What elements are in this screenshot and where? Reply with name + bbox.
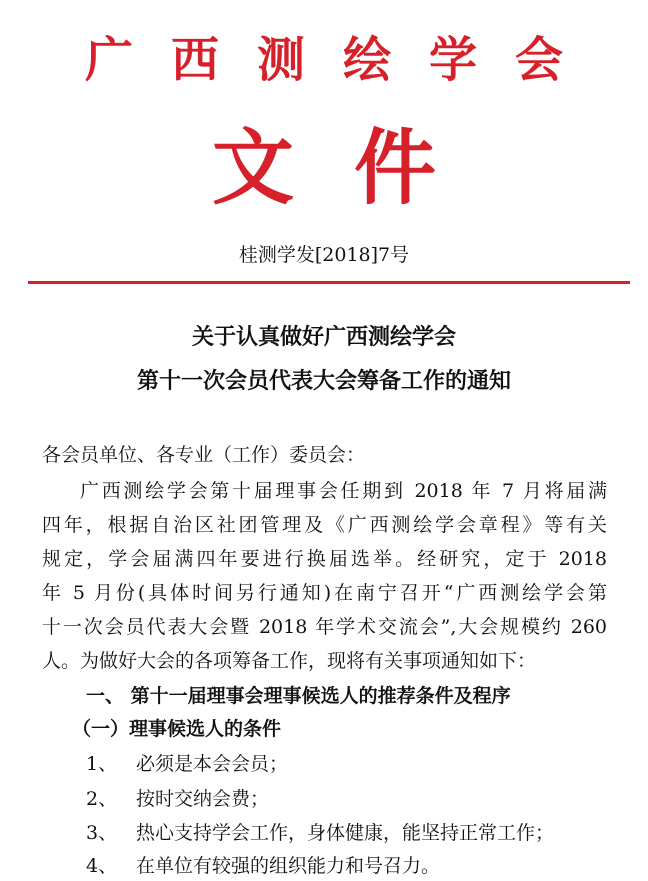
paragraph-line: 十一次会员代表大会暨 2018 年学术交流会”,大会规模约 260 [42, 616, 607, 638]
condition-text: 在单位有较强的组织能力和号召力。 [136, 855, 441, 877]
condition-number: 3、 [86, 822, 118, 844]
red-divider-line [28, 281, 630, 284]
condition-item [86, 784, 648, 814]
paragraph-line: 四年，根据自治区社团管理及《广西测绘学会章程》等有关 [42, 514, 607, 536]
subsection-heading: （一）理事候选人的条件 [72, 718, 282, 740]
salutation: 各会员单位、各专业（工作）委员会： [42, 444, 366, 466]
condition-number: 2、 [86, 788, 118, 810]
condition-text: 必须是本会会员； [136, 753, 289, 775]
paragraph-line: 广西测绘学会第十届理事会任期到 2018 年 7 月将届满 [80, 480, 607, 502]
paragraph-line: 人。为做好大会的各项筹备工作，现将有关事项通知如下： [42, 650, 537, 672]
document-type-title: 文件 [211, 120, 496, 216]
condition-item [86, 818, 648, 848]
organization-name: 广西测绘学会 [84, 32, 601, 88]
paragraph-line: 年 5 月份(具体时间另行通知)在南宁召开“广西测绘学会第 [42, 582, 607, 604]
document-number: 桂测学发[2018]7号 [238, 244, 410, 266]
notice-title-line-2: 第十一次会员代表大会筹备工作的通知 [136, 369, 511, 394]
condition-number: 1、 [86, 753, 118, 775]
condition-number: 4、 [86, 855, 118, 877]
condition-text: 按时交纳会费； [136, 788, 270, 810]
paragraph-line: 规定，学会届满四年要进行换届选举。经研究，定于 2018 [42, 548, 607, 570]
notice-title-line-1: 关于认真做好广西测绘学会 [191, 325, 456, 350]
condition-item [86, 851, 648, 881]
condition-text: 热心支持学会工作，身体健康，能坚持正常工作； [136, 822, 555, 844]
section-heading: 一、 第十一届理事会理事候选人的推荐条件及程序 [86, 685, 511, 707]
condition-item [86, 749, 648, 779]
